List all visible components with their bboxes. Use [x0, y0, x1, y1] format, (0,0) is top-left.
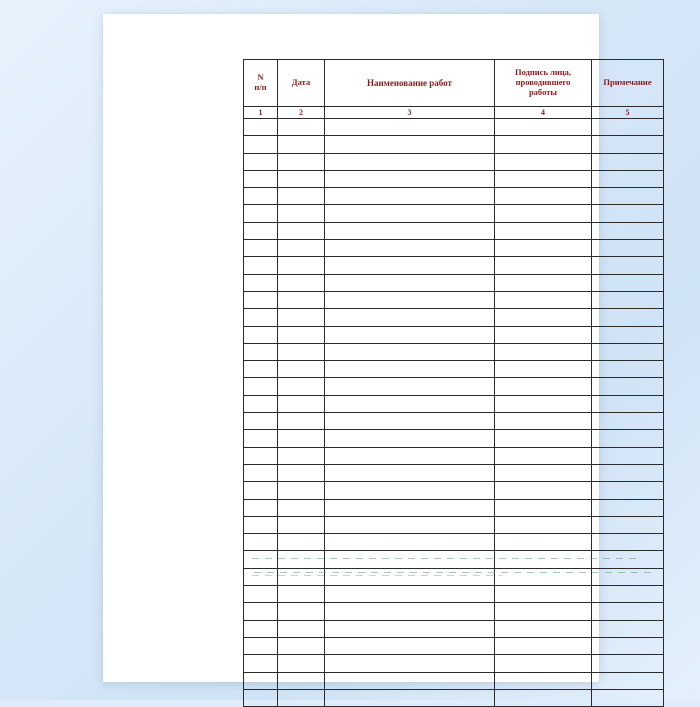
table-cell-signer[interactable]	[495, 413, 592, 430]
table-header	[244, 60, 664, 119]
table-cell-note[interactable]	[592, 655, 664, 672]
table-cell-date[interactable]	[278, 413, 325, 430]
table-cell-num[interactable]	[244, 499, 278, 516]
table-cell-works[interactable]	[325, 689, 495, 706]
table-row	[244, 378, 664, 395]
table-cell-note[interactable]	[592, 430, 664, 447]
table-cell-signer[interactable]	[495, 326, 592, 343]
table-cell-date[interactable]	[278, 153, 325, 170]
table-cell-note[interactable]	[592, 689, 664, 706]
table-cell-note[interactable]	[592, 464, 664, 481]
table-cell-works[interactable]	[325, 395, 495, 412]
table-cell-num[interactable]	[244, 672, 278, 689]
table-cell-num[interactable]	[244, 482, 278, 499]
table-cell-signer[interactable]	[495, 395, 592, 412]
table-row	[244, 395, 664, 412]
table-row	[244, 568, 664, 585]
table-cell-signer[interactable]	[495, 119, 592, 136]
table-cell-signer[interactable]	[495, 188, 592, 205]
table-cell-works[interactable]	[325, 672, 495, 689]
table-row	[244, 222, 664, 239]
table-row	[244, 153, 664, 170]
table-cell-num[interactable]	[244, 620, 278, 637]
table-cell-num[interactable]	[244, 188, 278, 205]
column-number-3: 3	[325, 107, 495, 119]
table-cell-works[interactable]	[325, 637, 495, 654]
table-cell-note[interactable]	[592, 586, 664, 603]
table-row	[244, 689, 664, 706]
table-cell-signer[interactable]	[495, 153, 592, 170]
table-cell-num[interactable]	[244, 395, 278, 412]
table-row	[244, 361, 664, 378]
column-header-date: Дата	[278, 60, 325, 107]
table-cell-signer[interactable]	[495, 586, 592, 603]
table-cell-num[interactable]	[244, 205, 278, 222]
table-cell-works[interactable]	[325, 326, 495, 343]
table-cell-signer[interactable]	[495, 240, 592, 257]
table-cell-signer[interactable]	[495, 464, 592, 481]
table-cell-num[interactable]	[244, 534, 278, 551]
table-row	[244, 672, 664, 689]
table-cell-num[interactable]	[244, 170, 278, 187]
table-cell-note[interactable]	[592, 395, 664, 412]
table-cell-date[interactable]	[278, 689, 325, 706]
table-row	[244, 534, 664, 551]
table-cell-note[interactable]	[592, 222, 664, 239]
table-row	[244, 637, 664, 654]
table-cell-works[interactable]	[325, 119, 495, 136]
table-cell-signer[interactable]	[495, 499, 592, 516]
table-row	[244, 603, 664, 620]
table-cell-date[interactable]	[278, 309, 325, 326]
column-number-5: 5	[592, 107, 664, 119]
table-cell-note[interactable]	[592, 620, 664, 637]
header-row	[244, 60, 664, 107]
table-cell-works[interactable]	[325, 170, 495, 187]
table-cell-date[interactable]	[278, 205, 325, 222]
table-cell-note[interactable]	[592, 378, 664, 395]
table-cell-num[interactable]	[244, 378, 278, 395]
table-cell-note[interactable]	[592, 672, 664, 689]
table-cell-note[interactable]	[592, 274, 664, 291]
table-cell-date[interactable]	[278, 274, 325, 291]
table-cell-note[interactable]	[592, 534, 664, 551]
table-cell-num[interactable]	[244, 568, 278, 585]
table-cell-note[interactable]	[592, 326, 664, 343]
table-row	[244, 430, 664, 447]
table-cell-num[interactable]	[244, 119, 278, 136]
column-number-row	[244, 107, 664, 119]
table-cell-date[interactable]	[278, 291, 325, 308]
table-cell-note[interactable]	[592, 257, 664, 274]
table-row	[244, 499, 664, 516]
table-cell-note[interactable]	[592, 170, 664, 187]
table-row	[244, 188, 664, 205]
table-cell-date[interactable]	[278, 343, 325, 360]
table-row	[244, 343, 664, 360]
table-cell-date[interactable]	[278, 170, 325, 187]
table-cell-works[interactable]	[325, 257, 495, 274]
table-cell-num[interactable]	[244, 326, 278, 343]
table-cell-works[interactable]	[325, 568, 495, 585]
table-cell-signer[interactable]	[495, 637, 592, 654]
table-cell-date[interactable]	[278, 551, 325, 568]
table-cell-num[interactable]	[244, 464, 278, 481]
table-cell-works[interactable]	[325, 361, 495, 378]
table-cell-num[interactable]	[244, 343, 278, 360]
table-cell-signer[interactable]	[495, 655, 592, 672]
column-header-note: Примечание	[592, 60, 664, 107]
table-cell-num[interactable]	[244, 274, 278, 291]
table-row	[244, 551, 664, 568]
table-cell-note[interactable]	[592, 291, 664, 308]
table-cell-works[interactable]	[325, 136, 495, 153]
table-row	[244, 620, 664, 637]
table-cell-signer[interactable]	[495, 534, 592, 551]
table-cell-num[interactable]	[244, 222, 278, 239]
table-cell-date[interactable]	[278, 240, 325, 257]
table-cell-note[interactable]	[592, 188, 664, 205]
table-cell-note[interactable]	[592, 136, 664, 153]
table-row	[244, 413, 664, 430]
table-row	[244, 655, 664, 672]
column-header-works: Наименование работ	[325, 60, 495, 107]
table-cell-num[interactable]	[244, 413, 278, 430]
table-cell-signer[interactable]	[495, 516, 592, 533]
table-cell-signer[interactable]	[495, 309, 592, 326]
table-cell-date[interactable]	[278, 222, 325, 239]
table-row	[244, 291, 664, 308]
table-cell-works[interactable]	[325, 291, 495, 308]
table-cell-signer[interactable]	[495, 672, 592, 689]
table-cell-works[interactable]	[325, 620, 495, 637]
table-cell-num[interactable]	[244, 430, 278, 447]
table-cell-works[interactable]	[325, 188, 495, 205]
table-cell-signer[interactable]	[495, 291, 592, 308]
table-cell-note[interactable]	[592, 482, 664, 499]
table-row	[244, 136, 664, 153]
table-cell-num[interactable]	[244, 551, 278, 568]
document-page	[103, 14, 652, 682]
table-cell-num[interactable]	[244, 516, 278, 533]
table-cell-date[interactable]	[278, 136, 325, 153]
table-cell-signer[interactable]	[495, 378, 592, 395]
table-row	[244, 274, 664, 291]
table-cell-note[interactable]	[592, 205, 664, 222]
table-row	[244, 257, 664, 274]
table-cell-note[interactable]	[592, 499, 664, 516]
table-row	[244, 240, 664, 257]
table-cell-works[interactable]	[325, 274, 495, 291]
table-cell-signer[interactable]	[495, 343, 592, 360]
column-number-1: 1	[244, 107, 278, 119]
table-cell-works[interactable]	[325, 482, 495, 499]
table-cell-signer[interactable]	[495, 257, 592, 274]
table-cell-works[interactable]	[325, 222, 495, 239]
table-cell-date[interactable]	[278, 637, 325, 654]
table-cell-num[interactable]	[244, 637, 278, 654]
table-cell-date[interactable]	[278, 603, 325, 620]
table-cell-num[interactable]	[244, 257, 278, 274]
table-cell-works[interactable]	[325, 309, 495, 326]
table-row	[244, 119, 664, 136]
table-row	[244, 326, 664, 343]
table-cell-date[interactable]	[278, 257, 325, 274]
table-cell-note[interactable]	[592, 637, 664, 654]
table-cell-num[interactable]	[244, 309, 278, 326]
table-cell-num[interactable]	[244, 361, 278, 378]
table-cell-signer[interactable]	[495, 568, 592, 585]
table-cell-works[interactable]	[325, 240, 495, 257]
table-cell-date[interactable]	[278, 378, 325, 395]
table-cell-date[interactable]	[278, 188, 325, 205]
table-cell-note[interactable]	[592, 413, 664, 430]
table-cell-signer[interactable]	[495, 620, 592, 637]
table-row	[244, 482, 664, 499]
table-cell-date[interactable]	[278, 499, 325, 516]
table-row	[244, 447, 664, 464]
table-cell-num[interactable]	[244, 240, 278, 257]
table-cell-num[interactable]	[244, 655, 278, 672]
table-cell-works[interactable]	[325, 551, 495, 568]
table-cell-date[interactable]	[278, 568, 325, 585]
table-cell-note[interactable]	[592, 447, 664, 464]
table-cell-works[interactable]	[325, 603, 495, 620]
table-cell-note[interactable]	[592, 603, 664, 620]
table-cell-signer[interactable]	[495, 447, 592, 464]
table-cell-num[interactable]	[244, 153, 278, 170]
table-cell-num[interactable]	[244, 689, 278, 706]
table-cell-works[interactable]	[325, 516, 495, 533]
table-cell-date[interactable]	[278, 534, 325, 551]
table-cell-works[interactable]	[325, 430, 495, 447]
table-row	[244, 170, 664, 187]
table-cell-date[interactable]	[278, 361, 325, 378]
table-cell-date[interactable]	[278, 326, 325, 343]
table-cell-note[interactable]	[592, 361, 664, 378]
table-cell-signer[interactable]	[495, 603, 592, 620]
table-cell-works[interactable]	[325, 534, 495, 551]
table-cell-note[interactable]	[592, 309, 664, 326]
table-cell-num[interactable]	[244, 136, 278, 153]
table-cell-signer[interactable]	[495, 222, 592, 239]
table-cell-signer[interactable]	[495, 430, 592, 447]
table-cell-note[interactable]	[592, 240, 664, 257]
table-cell-note[interactable]	[592, 516, 664, 533]
table-cell-note[interactable]	[592, 551, 664, 568]
table-cell-works[interactable]	[325, 447, 495, 464]
table-row	[244, 464, 664, 481]
journal-form	[243, 59, 663, 666]
table-cell-note[interactable]	[592, 153, 664, 170]
table-cell-works[interactable]	[325, 343, 495, 360]
table-row	[244, 309, 664, 326]
table-cell-signer[interactable]	[495, 274, 592, 291]
table-cell-date[interactable]	[278, 620, 325, 637]
table-cell-signer[interactable]	[495, 551, 592, 568]
table-cell-works[interactable]	[325, 413, 495, 430]
table-cell-date[interactable]	[278, 464, 325, 481]
column-header-num: N п/п	[244, 60, 278, 107]
table-cell-works[interactable]	[325, 655, 495, 672]
column-number-4: 4	[495, 107, 592, 119]
table-cell-signer[interactable]	[495, 170, 592, 187]
table-cell-date[interactable]	[278, 119, 325, 136]
table-cell-signer[interactable]	[495, 689, 592, 706]
column-header-signer: Подпись лица, проводившего работы	[495, 60, 592, 107]
table-cell-num[interactable]	[244, 603, 278, 620]
table-cell-works[interactable]	[325, 378, 495, 395]
table-cell-note[interactable]	[592, 119, 664, 136]
journal-table	[243, 59, 664, 707]
table-cell-signer[interactable]	[495, 482, 592, 499]
table-cell-works[interactable]	[325, 153, 495, 170]
table-cell-signer[interactable]	[495, 136, 592, 153]
table-cell-works[interactable]	[325, 586, 495, 603]
table-cell-num[interactable]	[244, 586, 278, 603]
table-cell-date[interactable]	[278, 447, 325, 464]
table-cell-date[interactable]	[278, 430, 325, 447]
table-cell-works[interactable]	[325, 499, 495, 516]
table-cell-note[interactable]	[592, 568, 664, 585]
table-row	[244, 516, 664, 533]
table-cell-date[interactable]	[278, 586, 325, 603]
table-cell-date[interactable]	[278, 672, 325, 689]
column-number-2: 2	[278, 107, 325, 119]
table-cell-date[interactable]	[278, 655, 325, 672]
table-row	[244, 586, 664, 603]
table-cell-num[interactable]	[244, 447, 278, 464]
table-cell-signer[interactable]	[495, 361, 592, 378]
table-row	[244, 205, 664, 222]
table-cell-date[interactable]	[278, 395, 325, 412]
table-body	[244, 119, 664, 707]
table-cell-date[interactable]	[278, 516, 325, 533]
table-cell-note[interactable]	[592, 343, 664, 360]
table-cell-num[interactable]	[244, 291, 278, 308]
table-cell-date[interactable]	[278, 482, 325, 499]
table-cell-signer[interactable]	[495, 205, 592, 222]
table-cell-works[interactable]	[325, 464, 495, 481]
table-cell-works[interactable]	[325, 205, 495, 222]
